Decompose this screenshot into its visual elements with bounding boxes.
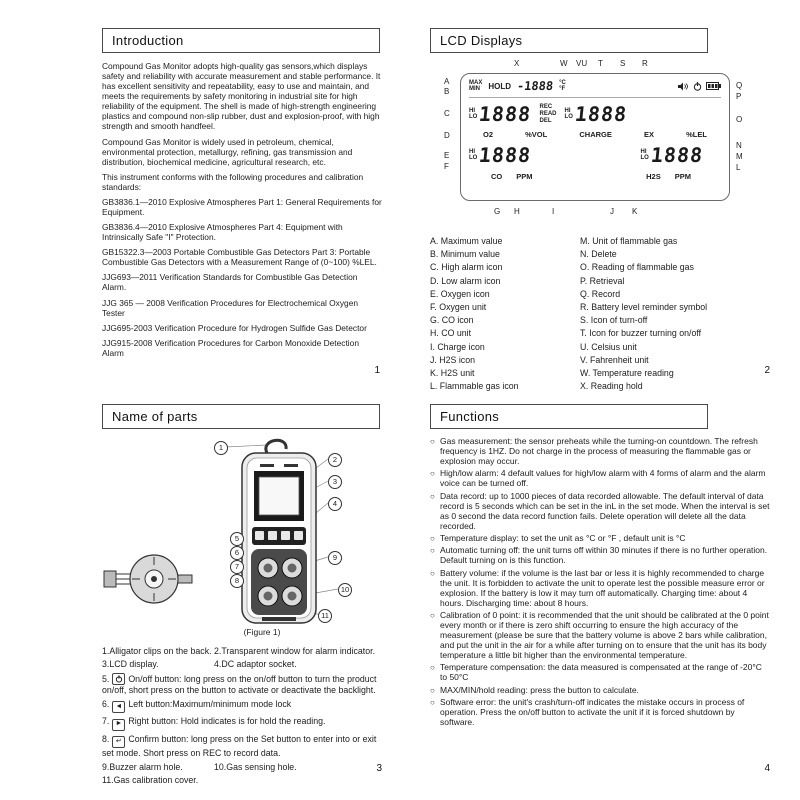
paragraph: JJG915-2008 Verification Procedures for Carbon Monoxide Detection Alarm (102, 337, 359, 358)
max-min-indicator (469, 80, 482, 93)
part-callout-5: 5 (230, 532, 244, 546)
hi-label: HI (469, 148, 475, 155)
function-item (430, 698, 770, 728)
callout-o: O (736, 115, 743, 124)
bullet-icon: ○ (430, 533, 435, 543)
legend-item: V. Fahrenheit unit (580, 354, 649, 365)
part-item-11: 11.Gas calibration cover. (102, 775, 199, 786)
function-text: MAX/MIN/hold reading: press the button to calculate. (440, 684, 639, 695)
callout-h: H (514, 207, 520, 216)
lcd-bottom-readings (469, 142, 721, 168)
function-item (430, 569, 770, 609)
min-label: MIN (469, 86, 480, 92)
callout-k: K (632, 207, 638, 216)
part-item-2: 2.Transparent window for alarm indicator. (214, 646, 376, 656)
callout-t: T (598, 59, 603, 68)
introduction-paragraphs (102, 61, 382, 358)
buzzer-icon (678, 82, 689, 91)
fahrenheit-unit: °F (559, 86, 566, 92)
function-item (430, 686, 770, 696)
function-item (430, 534, 770, 544)
callout-w: W (560, 59, 568, 68)
page-name-of-parts (102, 404, 388, 786)
item-number: 8. (102, 733, 110, 744)
callout-b: B (444, 87, 450, 96)
function-text: Data record: up to 1000 pieces of data recorded allowable. The default interval of data record is 5 seconds which can be set in the inL in the set mode. When the interval is set as 0 second the data record function fails. Delete operation will delete all the data recorded. (440, 490, 770, 531)
callout-j: J (610, 207, 614, 216)
parts-row-1-2 (102, 646, 388, 657)
item-number: 7. (102, 716, 110, 727)
callout-x: X (514, 59, 520, 68)
rec-read-del-indicator (540, 104, 557, 125)
device-figure (102, 437, 412, 642)
legend-item: F. Oxygen unit (430, 301, 487, 312)
part-item-4: 4.DC adaptor socket. (214, 658, 297, 669)
callout-q: Q (736, 81, 743, 90)
co-reading-group (469, 144, 532, 166)
h2s-value: 1888 (649, 143, 705, 167)
page-title-introduction: Introduction (102, 28, 380, 53)
part-callout-2: 2 (328, 453, 342, 467)
item-text: Hold indicates is for hold the reading. (180, 716, 326, 727)
figure-caption: (Figure 1) (243, 627, 281, 637)
hi-label: HI (564, 107, 571, 114)
function-text: Software error: the unit's crash/turn-off indicates the mistake occurs in process of operation. Press the on/off button to activate the unit if it is forced shutdown by software. (440, 697, 745, 727)
charge-label: CHARGE (579, 130, 612, 139)
legend-item: O. Reading of flammable gas (580, 262, 694, 273)
h2s-gas-label: H2S (646, 172, 661, 181)
bullet-icon: ○ (430, 663, 435, 673)
power-icon (112, 673, 125, 685)
paragraph: JJG693—2011 Verification Standards for Combustible Gas Detection Alarm. (102, 272, 358, 293)
legend-item: S. Icon of turn-off (580, 315, 648, 326)
del-label: DEL (539, 117, 552, 124)
bullet-icon: ○ (430, 568, 435, 578)
co-gas-label: CO (491, 172, 503, 181)
lcd-status-icons (678, 82, 721, 91)
paragraph: GB3836.1—2010 Explosive Atmospheres Part 1: General Requirements for Equipment. (102, 196, 382, 218)
right-arrow-icon: ► (112, 719, 125, 731)
bullet-icon: ○ (430, 546, 435, 556)
part-item-7 (102, 716, 388, 730)
o2-value: 1888 (478, 102, 533, 126)
callout-d: D (444, 131, 450, 140)
paragraph: GB3836.4—2010 Explosive Atmospheres Part 4: Equipment with Intrinsically Safe "I" Protection. (102, 222, 343, 243)
read-label: READ (539, 110, 557, 117)
h2s-label-group (646, 172, 691, 181)
left-arrow-icon: ◄ (112, 701, 125, 713)
hold-label: HOLD (488, 81, 512, 91)
part-callout-8: 8 (230, 574, 244, 588)
part-item-8 (102, 734, 388, 759)
hi-label: HI (640, 148, 647, 155)
legend-item: M. Unit of flammable gas (580, 236, 678, 246)
callout-e: E (444, 151, 450, 160)
hi-label: HI (469, 107, 475, 114)
item-text: long press on the Set button to enter into or exit set mode. Short press on REC to record data. (102, 733, 377, 759)
bullet-icon: ○ (430, 611, 435, 621)
o2-hi-lo (469, 108, 477, 121)
item-text: long press on the on/off button to turn the product on/off, short press on the button to activate or deactivate the backlight. (102, 673, 377, 695)
paragraph: Compound Gas Monitor is widely used in petroleum, chemical, environmental protection, metallurgy, refining, gas transmission and distribution, biochemical medicine, agricultural research, etc. (102, 136, 353, 167)
function-item (430, 663, 770, 683)
co-value: 1888 (478, 143, 533, 167)
legend-item: K. H2S unit (430, 367, 475, 378)
item-label: On/off button: (128, 673, 182, 684)
function-item (430, 611, 770, 661)
callout-m: M (736, 152, 743, 161)
page-title-functions: Functions (430, 404, 708, 429)
lcd-gas-labels (469, 172, 721, 181)
lcd-legend (430, 235, 776, 393)
h2s-reading-group (640, 144, 703, 166)
part-callout-3: 3 (328, 475, 342, 489)
lel-unit-label: %LEL (686, 130, 707, 139)
vol-unit-label: %VOL (525, 130, 548, 139)
legend-item: P. Retrieval (580, 275, 625, 286)
function-item (430, 492, 770, 532)
function-text: Automatic turning off: the unit turns off within 30 minutes if there is no further operation. Default turning on is this function. (440, 545, 768, 566)
co-label-group (491, 172, 533, 181)
callout-s: S (620, 59, 626, 68)
parts-row-11 (102, 775, 388, 786)
part-callout-1: 1 (214, 441, 228, 455)
page-number-2: 2 (764, 365, 770, 376)
functions-list (430, 437, 770, 728)
callout-n: N (736, 141, 742, 150)
part-item-9: 9.Buzzer alarm hole. (102, 762, 183, 773)
function-text: Calibration of 0 point: it is recommended that the unit should be calibrated at the 0 point every month or if there is zero shift occurring to ensure the high accuracy of the measurement (please be sure that the battery volume is above 2 bars while calibration, and put the unit in the air for a while after turning on to ensure that the unit has its body temperature a little bit higher than the environmental temperature. (440, 610, 769, 660)
legend-item: A. Maximum value (430, 236, 503, 246)
legend-left-column (430, 235, 580, 393)
turn-off-icon (693, 82, 702, 91)
legend-item: Q. Record (580, 288, 621, 299)
paragraph: This instrument conforms with the following procedures and calibration standards: (102, 171, 364, 192)
item-number: 6. (102, 698, 110, 709)
part-item-5 (102, 673, 388, 696)
legend-item: T. Icon for buzzer turning on/off (580, 328, 702, 339)
callout-c: C (444, 109, 450, 118)
item-label: Left button: (128, 698, 173, 709)
legend-item: H. CO unit (430, 328, 472, 339)
temperature-reading: -1888 (516, 79, 554, 93)
rec-label: REC (539, 103, 553, 110)
legend-item: W. Temperature reading (580, 367, 674, 378)
h2s-hi-lo (640, 149, 648, 162)
item-label: Right button: (128, 716, 179, 727)
callout-r: R (642, 59, 648, 68)
page-introduction (102, 28, 386, 380)
callout-f: F (444, 162, 449, 171)
callout-g: G (494, 207, 501, 216)
legend-item: D. Low alarm icon (430, 275, 501, 286)
part-callout-11: 11 (318, 609, 332, 623)
paragraph: Compound Gas Monitor adopts high-quality gas sensors,which displays safety and reliability with accurate measurement and stable performance. It has excellent sensitivity and repeatability, easy to use and maintain, and meets the requirements by safety monitoring in industrial site for high reliability of the equipment. The shell is made of high-strength engineering plastics and compound non-slip rubber, dust and explosion-proof, with high strength and smooth handfeel. (102, 61, 381, 132)
ex-label: EX (644, 130, 655, 139)
function-text: Battery volume: if the volume is the last bar or less it is highly recommended to charge the unit. It is forbidden to activate the unit to operate lest the possible measure error or explosion. If the battery is low it may turn off automatically. Charging time: about 4 hours. Discharging time: about 8 hours. (440, 567, 765, 608)
co-hi-lo (469, 149, 477, 162)
bullet-icon: ○ (430, 491, 435, 501)
part-callout-9: 9 (328, 551, 342, 565)
h2s-ppm-label: PPM (674, 172, 691, 181)
part-callout-7: 7 (230, 560, 244, 574)
lo-label: LO (640, 155, 649, 161)
legend-item: G. CO icon (430, 315, 474, 326)
temp-unit-indicator (559, 80, 566, 93)
celsius-unit: °C (559, 79, 566, 86)
parts-list (102, 646, 388, 786)
lcd-status-row (469, 77, 721, 98)
part-item-3: 3.LCD display. (102, 658, 159, 669)
legend-item: N. Delete (580, 249, 617, 260)
battery-icon (706, 82, 721, 90)
function-text: Temperature compensation: the data measured is compensated at the range of -20°C to 50°C (440, 662, 762, 683)
part-item-10: 10.Gas sensing hole. (214, 762, 297, 773)
lo-label: LO (469, 114, 478, 120)
lcd-panel (460, 73, 730, 201)
function-text: High/low alarm: 4 default values for high/low alarm with 4 forms of alarm and the alarm voice can be turned off. (440, 468, 766, 489)
page-lcd-displays (430, 28, 776, 392)
co-ppm-label: PPM (516, 172, 533, 181)
bullet-icon: ○ (430, 469, 435, 479)
function-item (430, 546, 770, 566)
bullet-icon: ○ (430, 437, 435, 446)
lcd-units-row (469, 130, 721, 139)
page-number-4: 4 (764, 763, 770, 774)
function-text: Temperature display: to set the unit as °C or °F , default unit is °C (440, 532, 686, 543)
callout-vu: VU (576, 59, 588, 68)
legend-item: U. Celsius unit (580, 341, 637, 352)
callout-i: I (552, 207, 555, 216)
ex-hi-lo (565, 108, 573, 121)
lo-label: LO (469, 155, 478, 161)
paragraph: JJG 365 — 2008 Verification Procedures for Electrochemical Oxygen Tester (102, 297, 359, 318)
paragraph: GB15322.3—2003 Portable Combustible Gas Detectors Part 3: Portable Combustible Gas Detectors with a Measurement Range of (0~100) %LEL. (102, 247, 377, 268)
device-drawing (102, 437, 412, 642)
item-text: Maximum/minimum mode lock (172, 698, 292, 709)
legend-right-column (580, 235, 776, 393)
page-number-1: 1 (374, 365, 380, 376)
lcd-figure (430, 61, 760, 223)
parts-row-3-4 (102, 659, 388, 670)
callout-a: A (444, 77, 450, 86)
page-title-lcd-displays: LCD Displays (430, 28, 708, 53)
legend-item: E. Oxygen icon (430, 288, 490, 299)
legend-item: J. H2S icon (430, 354, 475, 365)
part-callout-4: 4 (328, 497, 342, 511)
part-item-6 (102, 699, 388, 713)
bullet-icon: ○ (430, 685, 435, 695)
page-number-3: 3 (376, 763, 382, 774)
part-callout-6: 6 (230, 546, 244, 560)
lcd-main-readings (469, 101, 721, 127)
page-functions (430, 404, 776, 778)
max-label: MAX (469, 79, 483, 86)
item-label: Confirm button: (128, 733, 189, 744)
part-item-1: 1.Alligator clips on the back. (102, 646, 212, 656)
ex-reading-group (565, 103, 628, 125)
parts-row-9-10 (102, 762, 388, 773)
legend-item: B. Minimum value (430, 249, 500, 260)
lo-label: LO (564, 114, 573, 120)
o2-reading-group (469, 103, 532, 125)
confirm-enter-icon: ↵ (112, 736, 125, 748)
bullet-icon: ○ (430, 698, 435, 708)
part-callout-10: 10 (338, 583, 352, 597)
legend-item: I. Charge icon (430, 341, 485, 352)
page-title-name-of-parts: Name of parts (102, 404, 380, 429)
o2-unit-label: O2 (483, 130, 494, 139)
legend-item: X. Reading hold (580, 381, 643, 392)
function-text: Gas measurement: the sensor preheats while the turning-on countdown. The refresh frequency is 1HZ. Do not charge in the process of measuring the flammable gas or explosion may occur. (440, 436, 758, 466)
ex-value: 1888 (573, 102, 629, 126)
function-item (430, 437, 770, 467)
item-number: 5. (102, 673, 110, 684)
callout-l: L (736, 163, 741, 172)
legend-item: R. Battery level reminder symbol (580, 301, 708, 312)
paragraph: JJG695-2003 Verification Procedure for Hydrogen Sulfide Gas Detector (102, 322, 367, 333)
legend-item: C. High alarm icon (430, 262, 503, 273)
legend-item: L. Flammable gas icon (430, 381, 519, 392)
function-item (430, 469, 770, 489)
callout-p: P (736, 92, 742, 101)
